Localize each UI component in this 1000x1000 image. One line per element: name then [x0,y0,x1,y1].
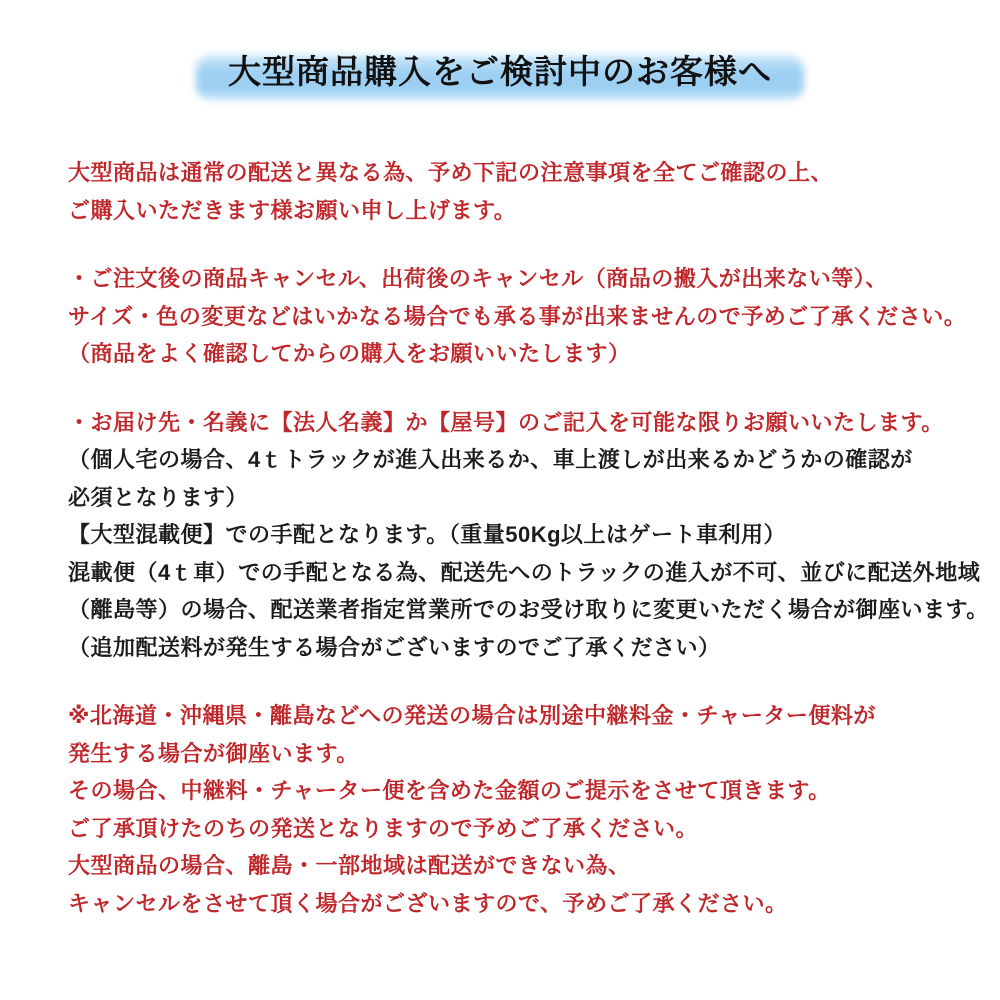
title-area [0,0,1000,98]
notice-line: 大型商品の場合、離島・一部地域は配送ができない為、 [68,853,631,878]
notice-line: 必須となります） [68,484,249,510]
notice-line: （個人宅の場合、4ｔトラックが進入出来るか、車上渡しが出来るかどうかの確認が [68,447,913,472]
notice-line: ・ご注文後の商品キャンセル、出荷後のキャンセル（商品の搬入が出来ない等）、 [68,266,888,291]
notice-body [0,154,1000,922]
notice-line: 【大型混載便】での手配となります。（重量50Kg以上はゲート車利用） [68,522,787,547]
notice-line: ご購入いただきます様お願い申し上げます。 [68,197,517,223]
notice-line: 大型商品は通常の配送と異なる為、予め下記の注意事項を全てご確認の上、 [68,160,834,185]
section-intro [68,154,970,229]
section-remote-area [68,697,970,922]
notice-line: 発生する場合が御座います。 [68,740,359,766]
notice-line: （離島等）の場合、配送業者指定営業所でのお受け取りに変更いただく場合が御座います。 [68,597,989,622]
section-delivery-name [68,404,989,667]
notice-line: （商品をよく確認してからの購入をお願いいたします） [68,341,631,366]
page-title-text: 大型商品購入をご検討中のお客様へ [228,53,772,90]
notice-line: その場合、中継料・チャーター便を含めた金額のご提示をさせて頂きます。 [68,778,831,803]
notice-line: ご了承頂けたのちの発送となりますので予めご了承ください。 [68,815,699,841]
notice-line: キャンセルをさせて頂く場合がございますので、予めご了承ください。 [68,890,788,916]
notice-line: サイズ・色の変更などはいかなる場合でも承る事が出来ませんので予めご了承ください。 [68,303,967,329]
notice-line: （追加配送料が発生する場合がございますのでご了承ください） [68,634,721,660]
page-title [202,46,798,98]
notice-line: 混載便（4ｔ車）での手配となる為、配送先へのトラックの進入が不可、並びに配送外地域 [68,559,981,585]
notice-line: ・お届け先・名義に【法人名義】か【屋号】のご記入を可能な限りお願いいたします。 [68,409,944,435]
section-cancel-policy [68,260,970,373]
notice-line: ※北海道・沖縄県・離島などへの発送の場合は別途中継料金・チャーター便料が [68,703,876,728]
